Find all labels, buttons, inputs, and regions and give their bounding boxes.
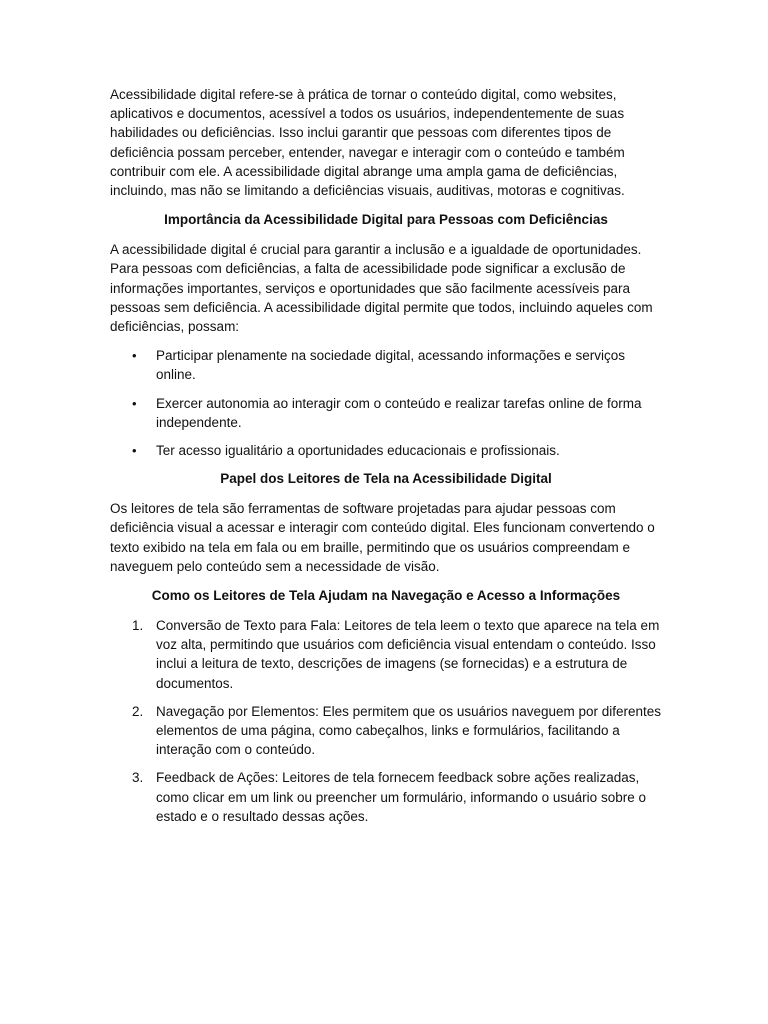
document-page bbox=[110, 85, 662, 835]
list-number: 3. bbox=[132, 770, 144, 786]
list-item-text: Exercer autonomia ao interagir com o conteúdo e realizar tarefas online de forma independente. bbox=[156, 395, 642, 430]
bullet-icon: • bbox=[132, 443, 137, 459]
list-item-text: Ter acesso igualitário a oportunidades educacionais e profissionais. bbox=[156, 443, 560, 459]
list-item bbox=[110, 441, 662, 460]
section-heading-importance: Importância da Acessibilidade Digital para Pessoas com Deficiências bbox=[164, 212, 608, 228]
intro-paragraph: Acessibilidade digital refere-se à prática de tornar o conteúdo digital, como websites, aplicativos e documentos, acessível a todos os usuários, independentemente de suas habilidades ou deficiências. Isso inclui garantir que pessoas com diferentes tipos de deficiência possam perceber, entender, navegar e interagir com o conteúdo e também contribuir com ele. A acessibilidade digital abrange uma ampla gama de deficiências, incluindo, mas não se limitando a deficiências visuais, auditivas, motoras e cognitivas. bbox=[110, 87, 625, 199]
importance-paragraph: A acessibilidade digital é crucial para garantir a inclusão e a igualdade de oportunidades. Para pessoas com deficiências, a falta de acessibilidade pode significar a exclusão de informações importantes, serviços e oportunidades que são facilmente acessíveis para pessoas sem deficiência. A acessibilidade digital permite que todos, incluindo aqueles com deficiências, possam: bbox=[110, 242, 653, 335]
list-item bbox=[110, 702, 662, 760]
list-item-text: Feedback de Ações: Leitores de tela fornecem feedback sobre ações realizadas, como clicar em um link ou preencher um formulário, informando o usuário sobre o estado e o resultado dessas ações. bbox=[156, 770, 646, 824]
list-number: 1. bbox=[132, 618, 144, 634]
list-item bbox=[110, 768, 662, 826]
list-number: 2. bbox=[132, 703, 144, 719]
numbered-list bbox=[110, 616, 662, 826]
list-item-text: Navegação por Elementos: Eles permitem que os usuários naveguem por diferentes elementos de uma página, como cabeçalhos, links e formulários, facilitando a interação com o conteúdo. bbox=[156, 703, 662, 758]
section-heading-how-readers-help: Como os Leitores de Tela Ajudam na Navegação e Acesso a Informações bbox=[151, 588, 621, 604]
list-item-text: Conversão de Texto para Fala: Leitores de tela leem o texto que aparece na tela em voz alta, permitindo que usuários com deficiência visual entendam o conteúdo. Isso inclui a leitura de texto, descrições de imagens (se fornecidas) e a estrutura de documentos. bbox=[156, 618, 660, 691]
bullet-icon: • bbox=[132, 348, 137, 364]
screen-readers-paragraph: Os leitores de tela são ferramentas de software projetadas para ajudar pessoas com deficiência visual a acessar e interagir com conteúdo digital. Eles funcionam convertendo o texto exibido na tela em fala ou em braille, permitindo que os usuários compreendam e naveguem pelo conteúdo sem a necessidade de visão. bbox=[110, 501, 655, 574]
list-item bbox=[110, 394, 662, 432]
section-heading-screen-readers: Papel dos Leitores de Tela na Acessibilidade Digital bbox=[220, 471, 552, 487]
bullet-icon: • bbox=[132, 395, 137, 411]
bullet-list bbox=[110, 346, 662, 460]
list-item-text: Participar plenamente na sociedade digital, acessando informações e serviços online. bbox=[156, 348, 626, 383]
list-item bbox=[110, 346, 662, 384]
list-item bbox=[110, 616, 662, 693]
